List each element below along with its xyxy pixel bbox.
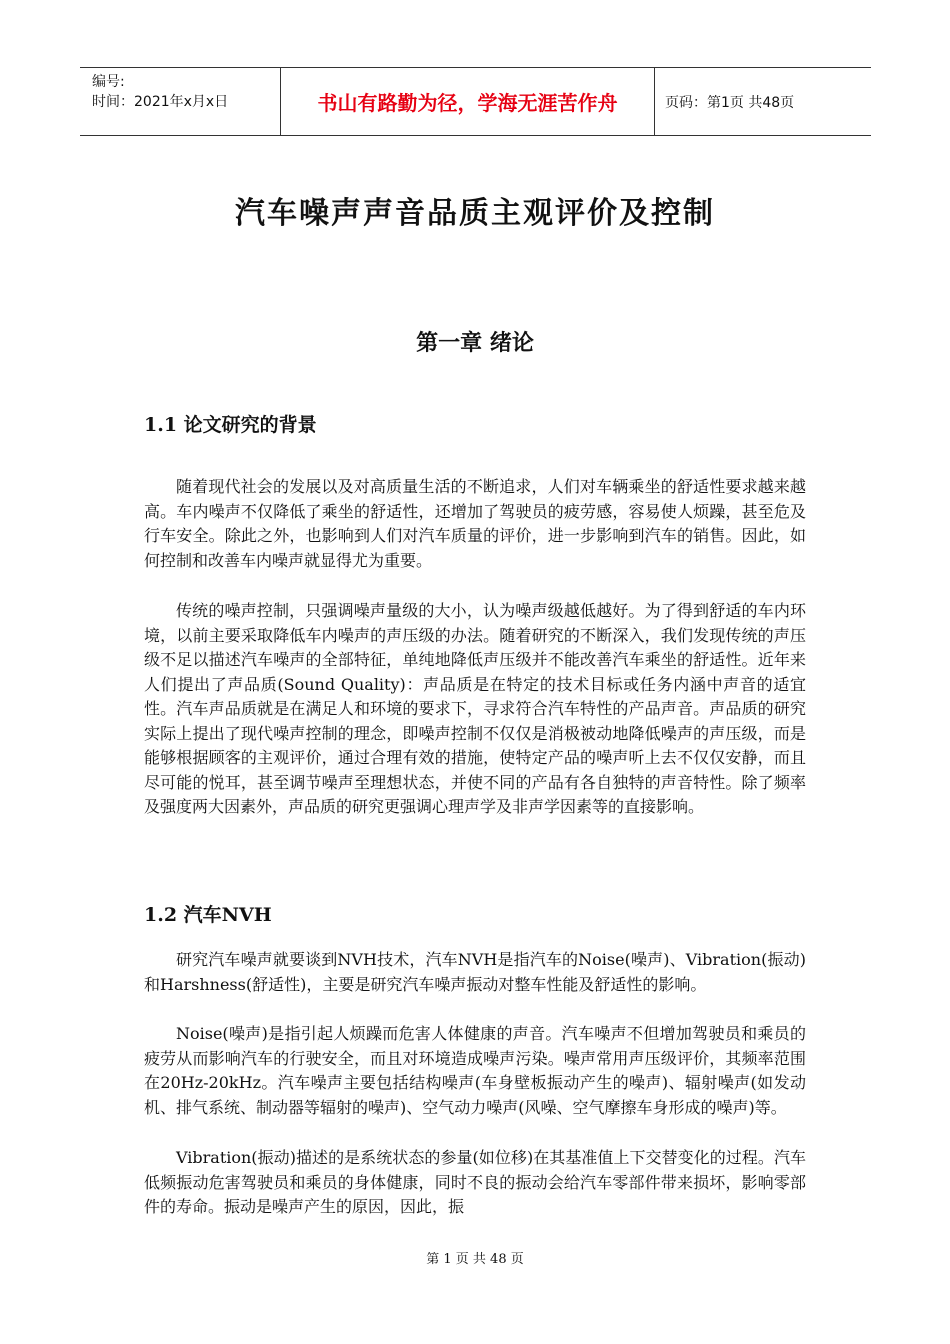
paragraph: Vibration(振动)描述的是系统状态的参量(如位移)在其基准值上下交替变化的过程。汽车低频振动危害驾驶员和乘员的身体健康，同时不良的振动会给汽车零部件带来损坏，影响零部件的寿命。振动是噪声产生的原因，因此，振 [144,1148,806,1216]
section-heading-1-1: 1.1 论文研究的背景 [144,414,317,436]
header-number-label: 编号: [92,74,125,90]
chapter-title: 第一章 绪论 [416,330,534,356]
section-heading-1-2: 1.2 汽车NVH [144,904,272,926]
page-header [80,67,871,136]
paragraph: 随着现代社会的发展以及对高质量生活的不断追求，人们对车辆乘坐的舒适性要求越来越高。车内噪声不仅降低了乘坐的舒适性，还增加了驾驶员的疲劳感，容易使人烦躁，甚至危及行车安全。除此之外，也影响到人们对汽车质量的评价，进一步影响到汽车的销售。因此，如何控制和改善车内噪声就显得尤为重要。 [144,477,806,570]
paragraph: 传统的噪声控制，只强调噪声量级的大小，认为噪声级越低越好。为了得到舒适的车内环境，以前主要采取降低车内噪声的声压级的办法。随着研究的不断深入，我们发现传统的声压级不足以描述汽车噪声的全部特征，单纯地降低声压级并不能改善汽车乘坐的舒适性。近年来人们提出了声品质(Sound Quality)：声品质是在特定的技术目标或任务内涵中声音的适宜性。汽车声品质就是在满足人和环境的要求下，寻求符合汽车特性的产品声音。声品质的研究实际上提出了现代噪声控制的理念，即噪声控制不仅仅是消极被动地降低噪声的声压级，而是能够根据顾客的主观评价，通过合理有效的措施，使特定产品的噪声听上去不仅仅安静，而且尽可能的悦耳，甚至调节噪声至理想状态，并使不同的产品有各自独特的声音特性。除了频率及强度两大因素外，声品质的研究更强调心理声学及非声学因素等的直接影响。 [144,601,806,816]
header-page-info: 页码：第1页 共48页 [665,94,795,111]
paragraph: 研究汽车噪声就要谈到NVH技术，汽车NVH是指汽车的Noise(噪声)、Vibration(振动)和Harshness(舒适性)，主要是研究汽车噪声振动对整车性能及舒适性的影响。 [144,950,806,994]
page-footer: 第 1 页 共 48 页 [426,1252,524,1267]
paragraph: Noise(噪声)是指引起人烦躁而危害人体健康的声音。汽车噪声不但增加驾驶员和乘员的疲劳从而影响汽车的行驶安全，而且对环境造成噪声污染。噪声常用声压级评价，其频率范围在20Hz-20kHz。汽车噪声主要包括结构噪声(车身壁板振动产生的噪声)、辐射噪声(如发动机、排气系统、制动器等辐射的噪声)、空气动力噪声(风噪、空气摩擦车身形成的噪声)等。 [144,1024,806,1117]
header-motto: 书山有路勤为径，学海无涯苦作舟 [281,68,655,135]
document-title: 汽车噪声声音品质主观评价及控制 [235,196,715,231]
header-time-label: 时间：2021年x月x日 [92,94,229,110]
header-meta [80,68,281,135]
